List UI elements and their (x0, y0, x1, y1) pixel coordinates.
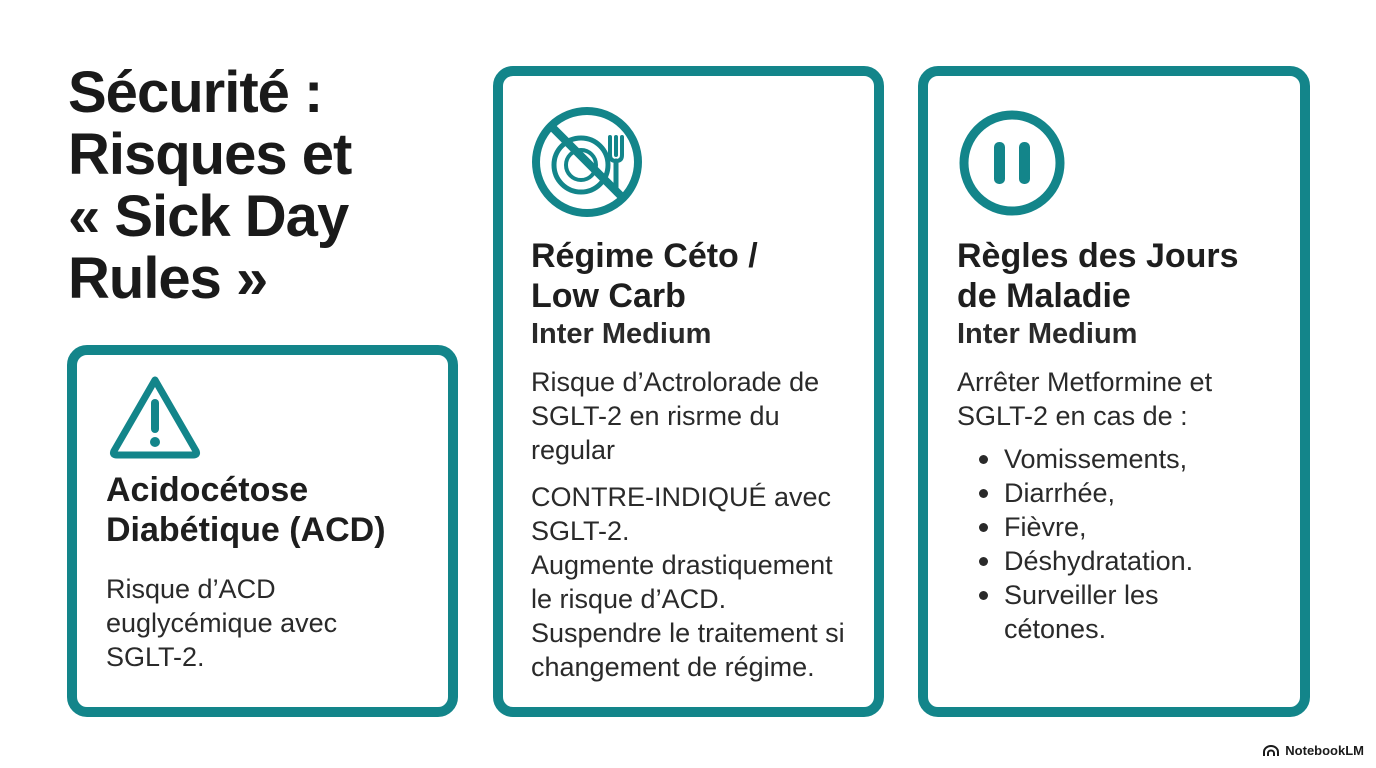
card-sick-day-rules (918, 66, 1310, 717)
page-title: Sécurité : Risques et « Sick Day Rules » (68, 60, 352, 311)
symptom-list (967, 442, 1193, 646)
card-body-warning: CONTRE-INDIQUÉ avec SGLT-2. Augmente drastiquement le risque d’ACD. Suspendre le traitement si changement de régime. (531, 482, 845, 682)
list-item: Vomissements, (967, 442, 1193, 476)
brand-watermark (1262, 743, 1364, 758)
card-subtitle: Inter Medium (531, 318, 712, 350)
list-item: Diarrhée, (967, 476, 1193, 510)
card-body: Risque d’Actrolorade de SGLT-2 en risrme du regular (531, 367, 820, 465)
list-item: Surveiller les cétones. (967, 578, 1193, 646)
card-title: Règles des Jours de Maladie (957, 237, 1239, 315)
warning-triangle-icon (105, 371, 205, 461)
pause-icon (957, 108, 1067, 218)
card-title: Régime Céto / Low Carb (531, 237, 758, 315)
list-item: Déshydratation. (967, 544, 1193, 578)
card-body: Risque d’ACD euglycémique avec SGLT-2. (106, 574, 338, 672)
notebooklm-logo-icon (1262, 745, 1280, 757)
card-keto (493, 66, 884, 717)
list-item: Fièvre, (967, 510, 1193, 544)
card-body: Arrêter Metformine et SGLT-2 en cas de : (957, 367, 1213, 431)
card-subtitle: Inter Medium (957, 318, 1138, 350)
no-food-icon (528, 103, 646, 221)
card-title: Acidocétose Diabétique (ACD) (106, 471, 386, 549)
card-acd (67, 345, 458, 717)
brand-name: NotebookLM (1285, 743, 1364, 758)
